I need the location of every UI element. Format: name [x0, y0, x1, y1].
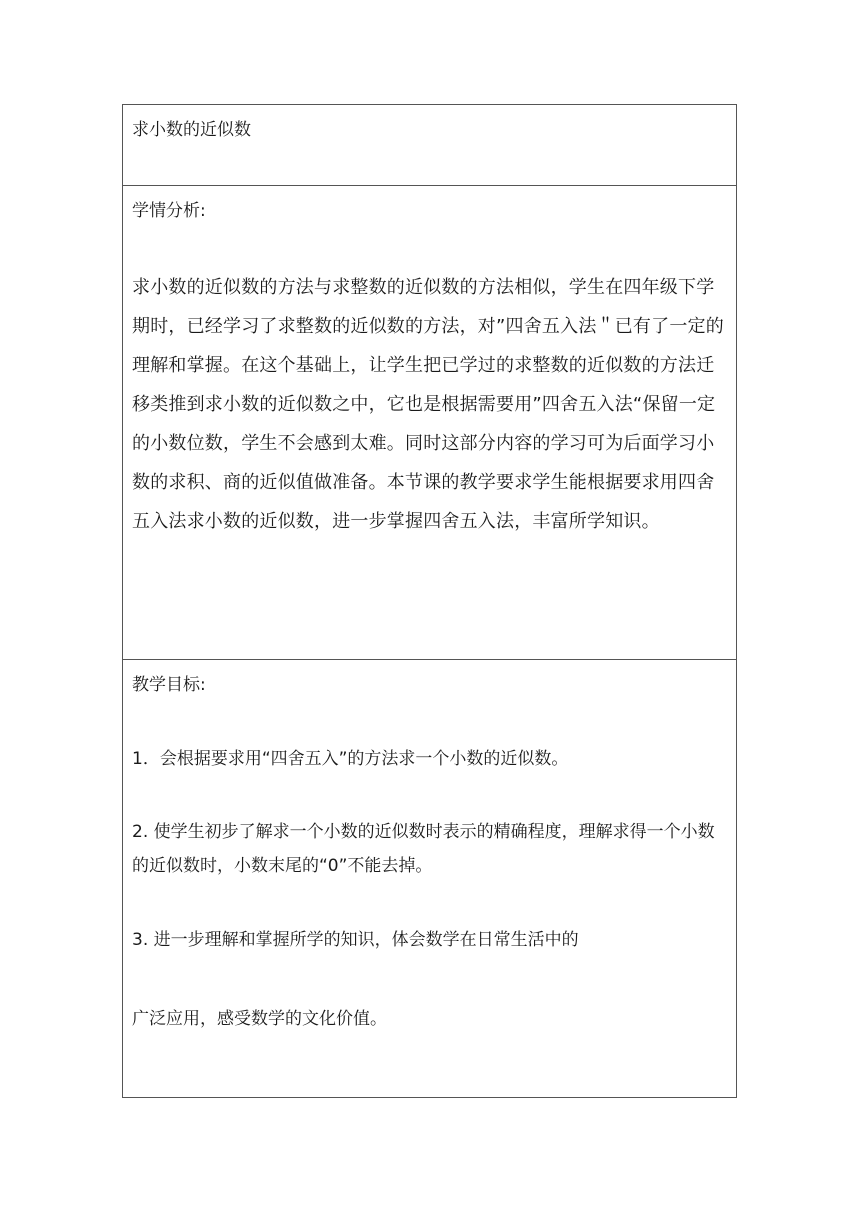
analysis-paragraph: 求小数的近似数的方法与求整数的近似数的方法相似，学生在四年级下学期时，已经学习了求整数的近似数的方法，对”四舍五入法＂已有了一定的理解和掌握。在这个基础上，让学生把已学过的求整数的近似数的方法迁移类推到求小数的近似数之中，它也是根据需要用”四舍五入法“保留一定的小数位数，学生不会感到太难。同时这部分内容的学习可为后面学习小数的求积、商的近似值做准备。本节课的教学要求学生能根据要求用四舍五入法求小数的近似数，进一步掌握四舍五入法，丰富所学知识。 [132, 277, 724, 532]
lesson-title: 求小数的近似数 [132, 120, 251, 140]
goal-item-3-line-2: 广泛应用，感受数学的文化价值。 [132, 1009, 387, 1029]
analysis-heading: 学情分析: [132, 201, 206, 221]
title-cell [123, 105, 736, 185]
goal-item-3-line-1: 3. 进一步理解和掌握所学的知识，体会数学在日常生活中的 [132, 930, 579, 950]
goal-item-1: 1．会根据要求用“四舍五入”的方法求一个小数的近似数。 [132, 749, 569, 769]
goal-item-2: 2. 使学生初步了解求一个小数的近似数时表示的精确程度，理解求得一个小数的近似数时，小数末尾的“0”不能去掉。 [132, 822, 715, 876]
lesson-plan-table [122, 104, 737, 1098]
goals-heading: 教学目标: [132, 675, 206, 695]
goals-cell [123, 659, 736, 1097]
analysis-cell [123, 185, 736, 659]
